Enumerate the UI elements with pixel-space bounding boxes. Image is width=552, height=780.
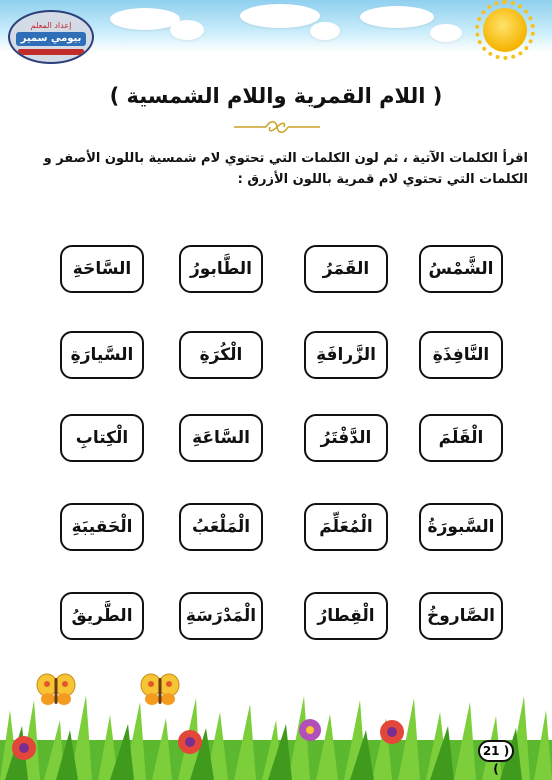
word-box[interactable]: الزَّرافَةِ: [304, 331, 388, 379]
word-box[interactable]: الطَّابورُ: [179, 245, 263, 293]
cloud-decoration: [310, 22, 340, 40]
ornament-divider-icon: [232, 118, 322, 136]
page-title: ( اللام القمرية واللام الشمسية ): [109, 84, 443, 108]
word-box[interactable]: الْمَلْعَبُ: [179, 503, 263, 551]
word-box[interactable]: الْكُرَةِ: [179, 331, 263, 379]
word-box[interactable]: الْحَقيبَةِ: [60, 503, 144, 551]
word-box[interactable]: الْقِطارُ: [304, 592, 388, 640]
word-box[interactable]: الْمَدْرَسَةِ: [179, 592, 263, 640]
word-box[interactable]: الطَّريقُ: [60, 592, 144, 640]
word-box[interactable]: الْكِتابِ: [60, 414, 144, 462]
word-box[interactable]: الدَّفْتَرُ: [304, 414, 388, 462]
word-box[interactable]: الْقَلَمَ: [419, 414, 503, 462]
sun-icon: [483, 8, 527, 52]
word-box[interactable]: الْمُعَلِّمَ: [304, 503, 388, 551]
cloud-decoration: [240, 4, 320, 28]
logo-stripe: [18, 49, 84, 55]
word-box[interactable]: الشَّمْسُ: [419, 245, 503, 293]
grass-footer: [0, 690, 552, 780]
word-box[interactable]: السَّيارَةِ: [60, 331, 144, 379]
cloud-decoration: [170, 20, 204, 40]
word-box[interactable]: السَّبورَةُ: [419, 503, 503, 551]
logo-line2: بيومي سمير: [16, 32, 86, 46]
word-box[interactable]: النَّافِذَةِ: [419, 331, 503, 379]
word-box[interactable]: السَّاعَةِ: [179, 414, 263, 462]
cloud-decoration: [360, 6, 434, 28]
instructions-text: اقرأ الكلمات الآتية ، ثم لون الكلمات التي تحتوي لام شمسية باللون الأصفر و الكلمات التي تحتوي لام قمرية باللون الأزرق :: [43, 151, 528, 187]
page-number: ( 21 ): [478, 740, 514, 762]
word-box[interactable]: القَمَرُ: [304, 245, 388, 293]
logo-line1: إعداد المعلم: [30, 21, 72, 30]
author-logo: [8, 10, 94, 64]
word-box[interactable]: الصَّاروخُ: [419, 592, 503, 640]
cloud-decoration: [430, 24, 462, 42]
word-box[interactable]: السَّاحَةِ: [60, 245, 144, 293]
